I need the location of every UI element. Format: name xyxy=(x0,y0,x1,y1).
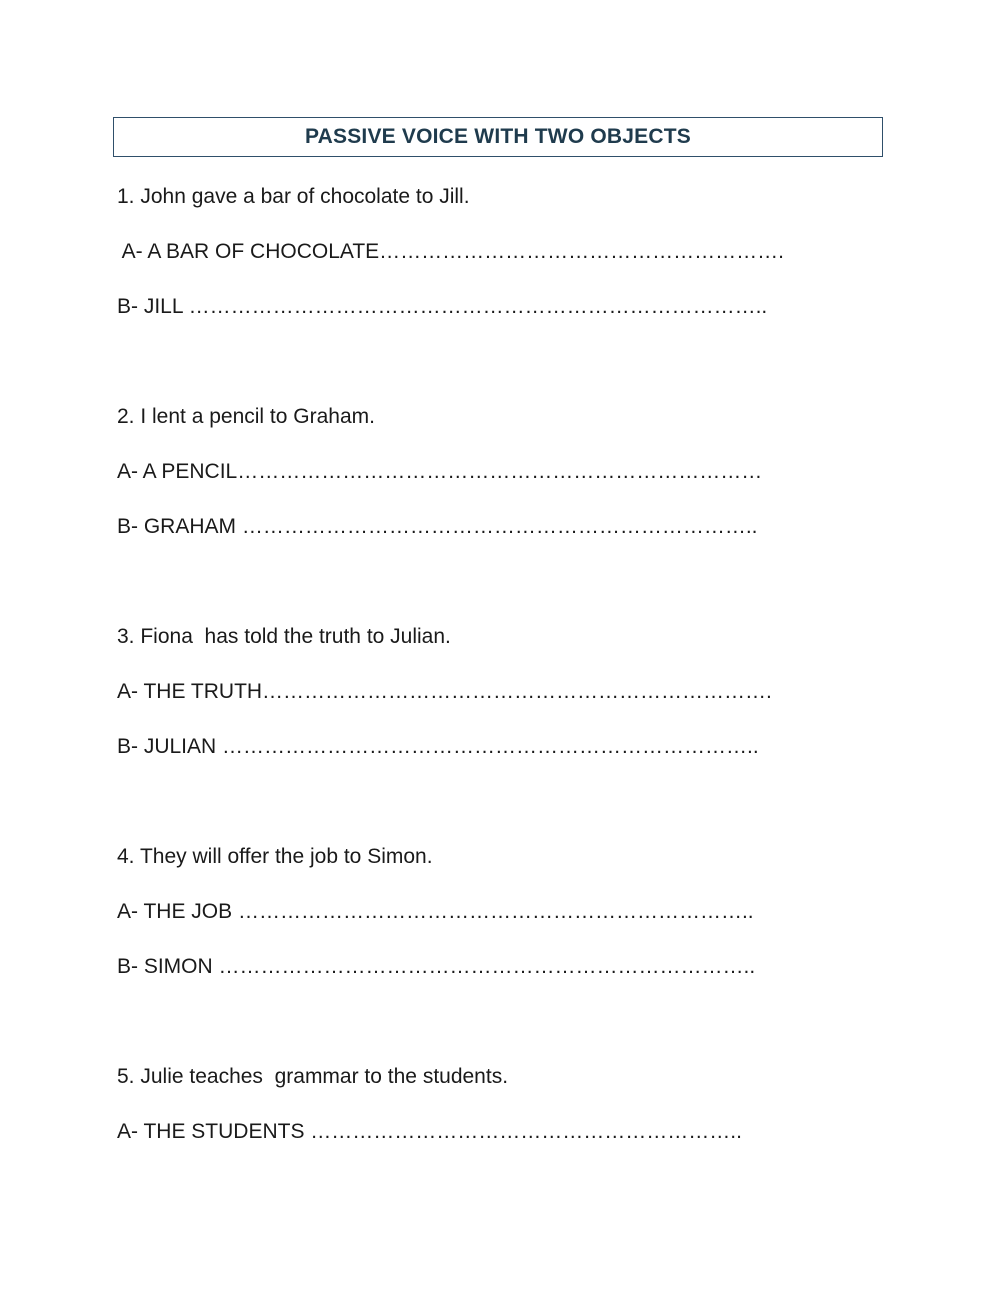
question-5-sentence: 5. Julie teaches grammar to the students. xyxy=(117,1065,509,1088)
question-5-option-a: A- THE STUDENTS …………………………………………………….. xyxy=(117,1120,742,1143)
question-2-option-b: B- GRAHAM ……………………………………………………………….. xyxy=(117,515,758,538)
question-4-option-b: B- SIMON ………………………………………………………………….. xyxy=(117,955,756,978)
question-3-option-b: B- JULIAN ………………………………………………………………….. xyxy=(117,735,759,758)
question-1-sentence: 1. John gave a bar of chocolate to Jill. xyxy=(117,185,470,208)
question-3-option-a: A- THE TRUTH………………………………………………………………. xyxy=(117,680,772,703)
question-1-option-a: A- A BAR OF CHOCOLATE…………………………………………………. xyxy=(117,240,785,263)
worksheet-title: PASSIVE VOICE WITH TWO OBJECTS xyxy=(305,125,691,148)
question-2-sentence: 2. I lent a pencil to Graham. xyxy=(117,405,375,428)
question-2-option-a: A- A PENCIL………………………………………………………………… xyxy=(117,460,763,483)
question-4-option-a: A- THE JOB ……………………………………………………………….. xyxy=(117,900,754,923)
question-4-sentence: 4. They will offer the job to Simon. xyxy=(117,845,433,868)
question-1-option-b: B- JILL ……………………………………………………………………….. xyxy=(117,295,768,318)
worksheet-title-box xyxy=(113,117,883,157)
question-3-sentence: 3. Fiona has told the truth to Julian. xyxy=(117,625,451,648)
